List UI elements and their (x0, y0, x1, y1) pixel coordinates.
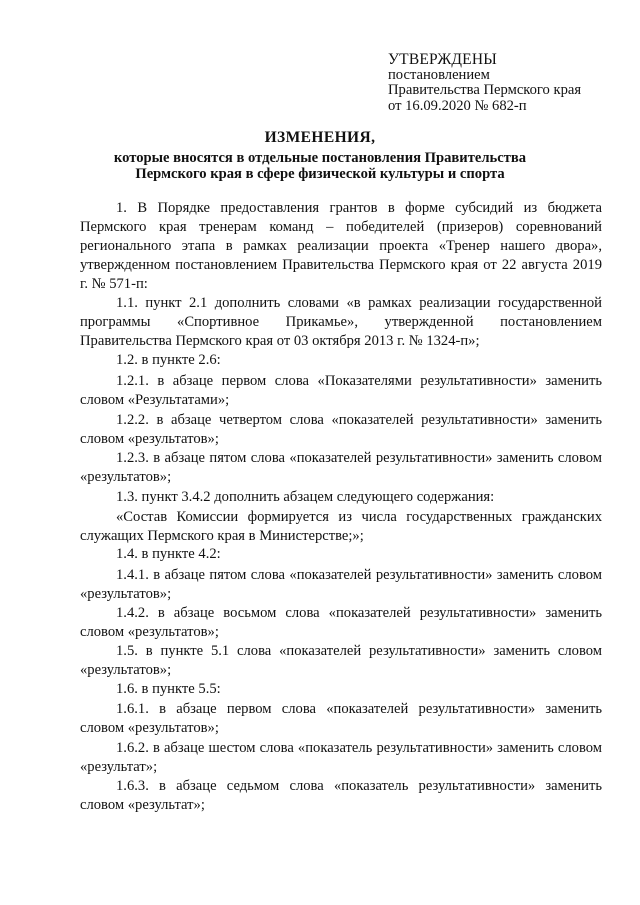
approval-line-3: от 16.09.2020 № 682-п (388, 97, 527, 114)
paragraph-1-2-2: 1.2.2. в абзаце четвертом слова «показателей результативности» заменить словом «результатов»; (80, 412, 602, 447)
approval-heading: УТВЕРЖДЕНЫ (388, 51, 497, 68)
paragraph-1: 1. В Порядке предоставления грантов в форме субсидий из бюджета Пермского края тренерам команд – победителей (призеров) соревнований регионального этапа в рамках реализации проекта «Тренер нашего двора», утвержденном постановлением Правительства Пермского края от 22 августа 2019 г. № 571-п: (80, 200, 602, 292)
subtitle-line-1: которые вносятся в отдельные постановления Правительства (113, 150, 527, 166)
paragraph-1-2-3: 1.2.3. в абзаце пятом слова «показателей результативности» заменить словом «результатов»; (80, 450, 602, 485)
document-title: ИЗМЕНЕНИЯ, (264, 129, 376, 146)
approval-block (388, 52, 628, 114)
paragraph-1-2: 1.2. в пункте 2.6: (116, 352, 221, 368)
paragraph-1-5: 1.5. в пункте 5.1 слова «показателей результативности» заменить словом «результатов»; (80, 643, 602, 678)
paragraph-1-4-2: 1.4.2. в абзаце восьмом слова «показателей результативности» заменить словом «результатов»; (80, 605, 602, 640)
paragraph-1-6: 1.6. в пункте 5.5: (116, 681, 221, 697)
approval-line-2: Правительства Пермского края (388, 82, 582, 98)
paragraph-1-3: 1.3. пункт 3.4.2 дополнить абзацем следующего содержания: (116, 489, 495, 505)
paragraph-1-4: 1.4. в пункте 4.2: (116, 546, 221, 562)
subtitle-line-2: Пермского края в сфере физической культуры и спорта (135, 166, 505, 182)
paragraph-1-6-2: 1.6.2. в абзаце шестом слова «показатель результативности» заменить словом «результат»; (80, 740, 602, 775)
paragraph-quote: «Состав Комиссии формируется из числа государственных гражданских служащих Пермского края в Министерстве;»; (80, 509, 602, 544)
paragraph-1-6-1: 1.6.1. в абзаце первом слова «показателей результативности» заменить словом «результатов»; (80, 701, 602, 736)
paragraph-1-1: 1.1. пункт 2.1 дополнить словами «в рамках реализации государственной программы «Спортивное Прикамье», утвержденной постановлением Правительства Пермского края от 03 октября 2013 г. № 1324-п»; (80, 295, 602, 349)
paragraph-1-4-1: 1.4.1. в абзаце пятом слова «показателей результативности» заменить словом «результатов»; (80, 567, 602, 602)
document-subtitle (60, 150, 580, 182)
paragraph-1-6-3: 1.6.3. в абзаце седьмом слова «показатель результативности» заменить словом «результат»; (80, 778, 602, 813)
approval-line-1: постановлением (388, 66, 490, 83)
paragraph-1-2-1: 1.2.1. в абзаце первом слова «Показателями результативности» заменить словом «Результатами»; (80, 373, 602, 408)
